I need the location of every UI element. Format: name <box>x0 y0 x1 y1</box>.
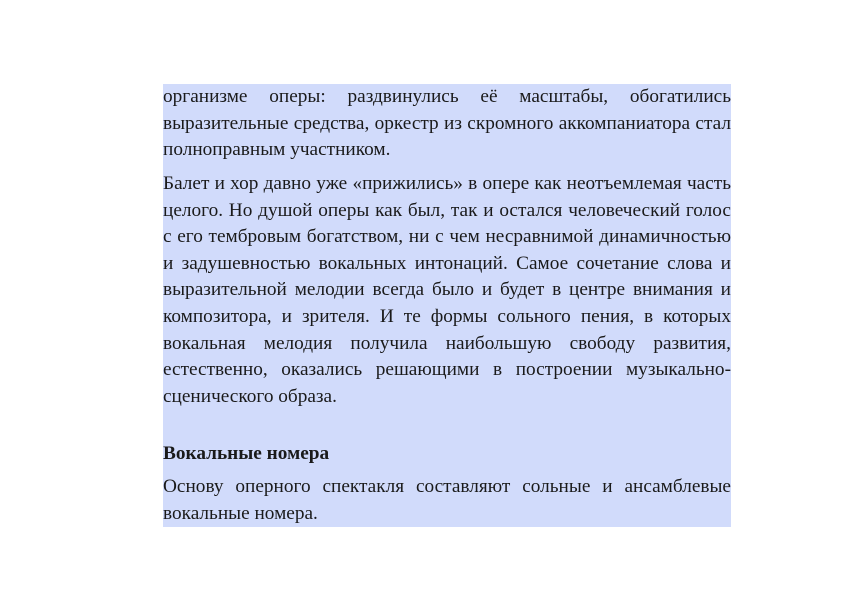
paragraph-voice-soul: Балет и хор давно уже «прижились» в опере как неотъемлемая часть целого. Но душой оперы как был, так и остался человеческий голос с его тембровым богатством, ни с чем несравнимой динамичностью и задушевностью вокальных интонаций. Самое сочетание слова и выразительной мелодии всегда было и будет в центре внимания и композитора, и зрителя. И те формы сольного пения, в которых вокальная мелодия получила наибольшую свободу развития, естественно, оказались решающими в построении музыкально-сценического образа. <box>163 173 731 407</box>
section-heading: Вокальные номера <box>163 443 330 464</box>
highlighted-text-block <box>163 84 731 527</box>
paragraph-vocal-numbers: Основу оперного спектакля составляют сольные и ансамблевые вокальные номера. <box>163 476 731 524</box>
paragraph-opera-scale: организме оперы: раздвинулись её масштабы, обогатились выразительные средства, оркестр из скромного аккомпаниатора стал полноправным участником. <box>163 86 731 161</box>
